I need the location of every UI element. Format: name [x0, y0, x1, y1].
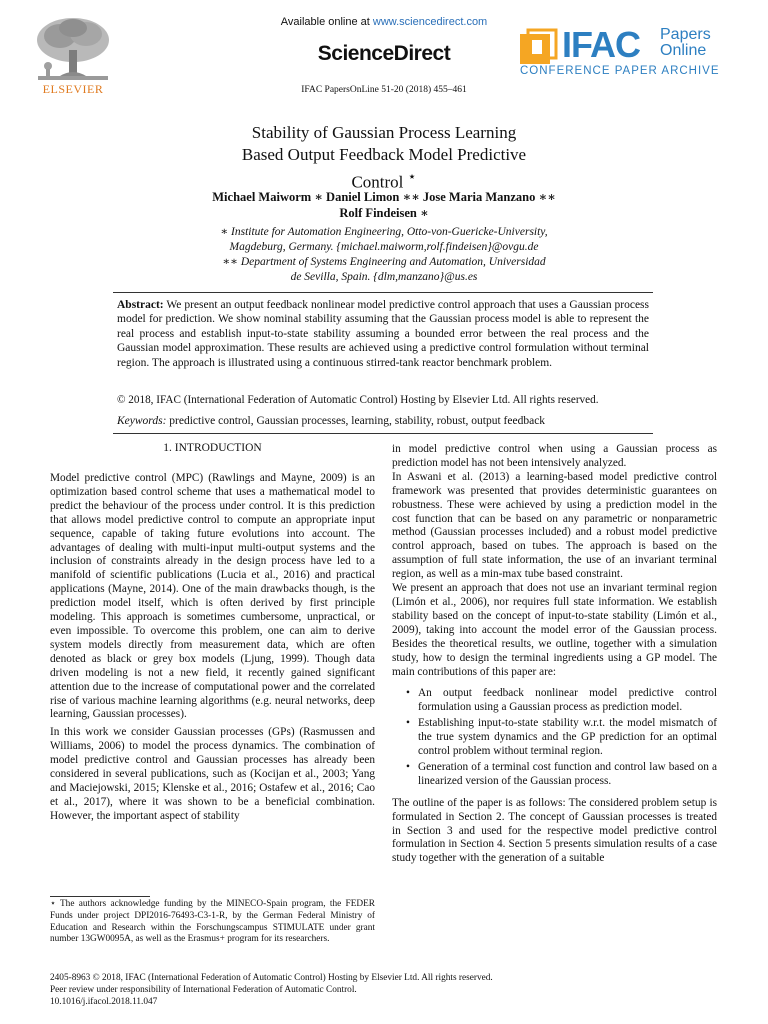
bullet-icon: • [406, 760, 410, 773]
title-line-3: Control [351, 172, 404, 192]
title-star-marker: ⋆ [407, 169, 417, 185]
available-prefix: Available online at [280, 16, 373, 28]
footer-peer-review-line: Peer review under responsibility of International Federation of Automatic Control. [50, 985, 357, 995]
ifac-archive-tagline: CONFERENCE PAPER ARCHIVE [520, 65, 720, 77]
bullet-icon: • [406, 687, 410, 700]
bullet-icon: • [406, 717, 410, 730]
title-line-2: Based Output Feedback Model Predictive [241, 145, 527, 164]
intro-paragraph-4: In Aswani et al. (2013) a learning-based model predictive control framework was presented that provides deterministic guarantees on robustness. These were achieved by using a prediction model in the cost function that can be based on any parametric or nonparametric method (Gaussian processes included) and a robust model predictive control approach, based on tubes. The approach is based on the assumption of full state information, the use of an invariant terminal region, as well as a min-max tube based constraint. [392, 470, 717, 581]
intro-paragraph-outline: The outline of the paper is as follows: The considered problem setup is formulated in Section 2. The concept of Gaussian processes is treated in Section 3 and used for the respective model predictive control formulation in Section 4. Section 5 presents simulation results of a case study together with the generation of a suitable [392, 796, 717, 865]
section-heading-introduction: 1. INTRODUCTION [163, 442, 262, 454]
footer-issn-line: 2405-8963 © 2018, IFAC (International Federation of Automatic Control) Hosting by Elsevier Ltd. All rights reserved. [50, 973, 493, 983]
intro-paragraph-3: in model predictive control when using a Gaussian process as prediction model has not been intensively analyzed. [392, 443, 717, 469]
copyright-notice: © 2018, IFAC (International Federation of Automatic Control) Hosting by Elsevier Ltd. All rights reserved. [117, 394, 599, 406]
authors-line-1: Michael Maiworm ∗ Daniel Limon ∗∗ Jose Maria Manzano ∗∗ [212, 190, 556, 204]
contribution-list-item [392, 687, 717, 715]
affiliations [150, 225, 618, 285]
abstract-top-rule [113, 292, 653, 293]
paper-title [150, 122, 618, 194]
keywords [117, 414, 649, 428]
abstract-bottom-rule [113, 433, 653, 434]
affiliation-line-1: ∗ Institute for Automation Engineering, Otto-von-Guericke-University, [220, 226, 548, 238]
keywords-label: Keywords: [117, 415, 167, 427]
contribution-text: Generation of a terminal cost function and control law based on a linearized version of the Gaussian process. [418, 760, 717, 787]
title-line-1: Stability of Gaussian Process Learning [251, 123, 517, 142]
ifac-wordmark: IFAC [562, 24, 641, 65]
affiliation-line-4: de Sevilla, Spain. {dlm,manzano}@us.es [290, 271, 478, 283]
author-list [150, 189, 618, 221]
left-column [50, 472, 375, 824]
ifac-logo-icon [518, 28, 558, 68]
footnote-rule [50, 896, 150, 897]
authors-line-2: Rolf Findeisen ∗ [339, 206, 429, 220]
intro-paragraph-2: In this work we consider Gaussian processes (GPs) (Rasmussen and Williams, 2006) to model the process dynamics. The combination of model predictive control and Gaussian processes has already been considered in several publications, such as (Kocijan et al., 2003; Yang and Maciejowski, 2015; Klenske et al., 2016; Ostafew et al., 2016; Cao et al., 2017), where it was shown to be a beneficial combination. However, the important aspect of stability [50, 726, 375, 822]
contribution-list-item [392, 761, 717, 789]
affiliation-line-3: ∗∗ Department of Systems Engineering and Automation, Universidad [222, 256, 546, 268]
abstract-label: Abstract: [117, 299, 164, 311]
keywords-text: predictive control, Gaussian processes, learning, stability, robust, output feedback [169, 415, 546, 427]
sciencedirect-brand: ScienceDirect [317, 42, 451, 65]
right-column [392, 443, 717, 866]
affiliation-line-2: Magdeburg, Germany. {michael.maiworm,rolf.findeisen}@ovgu.de [229, 241, 539, 253]
abstract [117, 298, 649, 370]
intro-paragraph-5: We present an approach that does not use an invariant terminal region (Limón et al., 2006), nor requires full state information. We establish stability based on the concept of input-to-state stability (Limón et al., 2009), taking into account the model error of the Gaussian process. Besides the theoretical results, we outline, together with a simulation study, how to design the terminal ingredients using a GP model. The main contributions of this paper are: [392, 582, 717, 678]
journal-citation: IFAC PapersOnLine 51-20 (2018) 455–461 [301, 85, 467, 95]
contribution-text: Establishing input-to-state stability w.r.t. the model mismatch of the true system dynamics and the GP prediction for an optimal control problem without terminal region. [418, 717, 717, 758]
footer-doi-link[interactable]: 10.1016/j.ifacol.2018.11.047 [50, 997, 158, 1007]
intro-paragraph-1: Model predictive control (MPC) (Rawlings and Mayne, 2009) is an optimization based control scheme that uses a mathematical model to predict the behaviour of the process under control. It is this prediction that allows model predictive control to compute an appropriate input sequence, capable of taking future evolutions into account. The advantages of dealing with multi-input multi-output systems and the inclusion of constraints already in the design process have led to a manifold of scientific publications (Lucia et al., 2016) and practical applications (Mayne, 2014). One of the main drawbacks though, is the prediction model itself, which is often derived by first principle modeling. This approach is sometimes cumbersome, unpractical, or even impossible. To overcome this problem, one can aim to derive system models directly from measurement data, which are often denoted as black or grey box models (Ljung, 1999). Though data driven modeling is not a new field, it recently gained significant attention due to the increase of computational power and the correlated rise of various machine learning algorithms (e.g. neural networks, deep learning, Gaussian processes). [50, 472, 375, 721]
funding-footnote: ⋆ The authors acknowledge funding by the MINECO-Spain program, the FEDER Funds under project DPI2016-76493-C3-1-R, by the German Federal Ministry of Education and Research within the Forschungscampus STIMULATE under grant number 13GW0095A, as well as the Erasmus+ program for its researchers. [50, 899, 375, 945]
ifac-papers-line1: Papers [660, 26, 711, 43]
page-footer [50, 972, 718, 1008]
ifac-papers-line2: Online [660, 42, 707, 59]
contribution-text: An output feedback nonlinear model predictive control formulation using a Gaussian process as prediction model. [418, 687, 717, 714]
ifac-papers-online [660, 27, 711, 59]
elsevier-wordmark: ELSEVIER [42, 82, 104, 96]
abstract-text: We present an output feedback nonlinear model predictive control approach that uses a Gaussian process model for prediction. We show nominal stability assuming that the Gaussian process model is able to represent the real process and establish input-to-state stability assuming a bounded error between the real process and the Gaussian model approximation. These results are achieved using a predictive control formulation without terminal region. The approach is illustrated using a continuous stirred-tank reactor benchmark problem. [117, 299, 650, 369]
elsevier-tree-icon [30, 14, 116, 86]
sciencedirect-url-link[interactable]: www.sciencedirect.com [372, 16, 488, 28]
contribution-list-item [392, 717, 717, 759]
